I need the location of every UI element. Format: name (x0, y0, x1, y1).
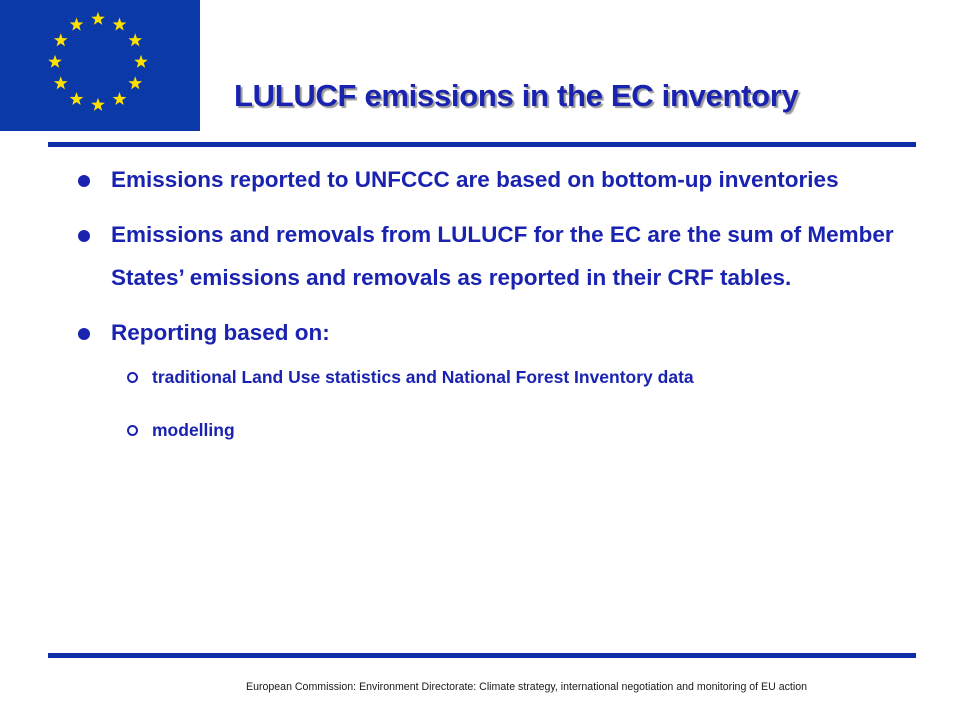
bullet-item (74, 213, 904, 299)
hollow-circle-bullet-icon (127, 425, 138, 436)
bullet-text: Reporting based on: (111, 320, 330, 345)
bullet-item (74, 158, 904, 201)
bottom-divider (48, 653, 916, 658)
top-divider (48, 142, 916, 147)
eu-flag-icon (0, 0, 200, 131)
sub-bullet-item (74, 417, 904, 443)
eu-flag-logo (0, 0, 200, 131)
bullet-dot-icon (78, 230, 90, 242)
hollow-circle-bullet-icon (127, 372, 138, 383)
bullet-list (74, 158, 904, 443)
sub-bullet-item (74, 364, 904, 390)
bullet-dot-icon (78, 328, 90, 340)
slide-title: LULUCF emissions in the EC inventory (234, 78, 799, 113)
sub-bullet-text: traditional Land Use statistics and National Forest Inventory data (152, 367, 694, 387)
bullet-text: Emissions and removals from LULUCF for the EC are the sum of Member States’ emissions and removals as reported in their CRF tables. (111, 222, 894, 290)
bullet-text: Emissions reported to UNFCCC are based on bottom-up inventories (111, 167, 839, 192)
bullet-dot-icon (78, 175, 90, 187)
bullet-item (74, 311, 904, 354)
footer-text: European Commission: Environment Directorate: Climate strategy, international negotiation and monitoring of EU action (246, 681, 807, 693)
sub-bullet-text: modelling (152, 420, 235, 440)
